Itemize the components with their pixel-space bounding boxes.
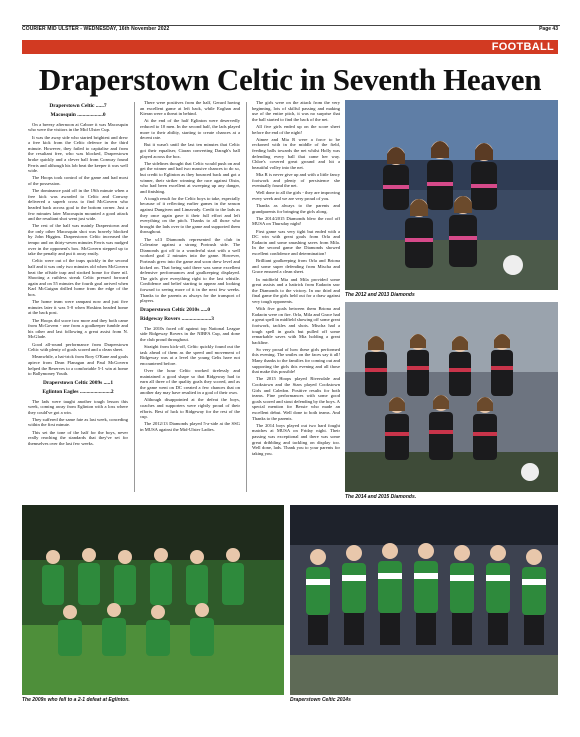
paragraph: There were positives from the half, Gerard having an excellent game at left back, while Eoghan and Kieran were a threat in behind. (140, 100, 240, 117)
paragraph: Meanwhile, a hat-trick from Rory O'Kane and goals apiece from Dean Flanagan and Paul McGovern helped the Reserves to a comfortable 5-1 win at home to Ballymoney Youth. (28, 354, 128, 377)
publication-line: COURIER MID ULSTER - WEDNESDAY, 16th November 2022 (22, 26, 170, 32)
paragraph: Over the hour Celtic worked tirelessly and maintained a good shape so that Ridgeway had to earn all three of the quality goals they scored, and as the game went on DC created a few chances that on another day may have resulted in a goal of their own. (140, 367, 240, 396)
score-home: Draperstown Celtic 2010s .....0 (140, 306, 211, 313)
article-column-2 (140, 100, 240, 495)
paragraph: This set the tone of the half for the boys, never really reaching the standards that they've set for themselves over the last few weeks. (28, 429, 128, 446)
article-column-1 (28, 100, 128, 495)
page-number: Page 43 (539, 26, 558, 32)
score-home: Draperstown Celtic ......7 (49, 103, 107, 109)
paragraph: The 2014 boys played out two hard fought matches at MUSA on Friday night. Their passing was exceptional and there was some great dribbling and tackling on display too. Well done, lads. Thank you to your parents for taking you. (252, 422, 340, 456)
paragraph: The 2014/2015 Diamonds blew the roof off MUSA on Thursday night! (252, 215, 340, 227)
paragraph: In midfield Mia and Mila provided some great assists and a hattrick from Eadaoin saw the Diamonds to the victory. In our third and final game the girls held out for a draw against very tough opponents. (252, 276, 340, 304)
paragraph: Thanks as always to the parents and grandparents for bringing the girls along. (252, 203, 340, 214)
team-photo-2014-2015-diamonds (345, 302, 558, 492)
paragraph: The lads were taught another tough lesson this week, coming away from Eglinton with a loss where they could've got a win. (28, 398, 128, 415)
paragraph: On a breezy afternoon at Cabore it was Macosquin who were the visitors in the Mid Ulster Cup. (28, 121, 128, 133)
paragraph: Brilliant goalkeeping from Orla and Briona and some super defending from Mischa and Grace ensured a clean sheet. (252, 258, 340, 275)
score-away: Macosquin ...................0 (50, 112, 106, 119)
paragraph: Celtic were out of the traps quickly in the second half and it was only two minutes old when McGovern beat the offside trap and stroked home for three nil. Shooting a ruthless streak Celtic pressed forward again and on 55 minutes the fourth goal arrived when Karl McGuigan drilled home from the edge of the box. (28, 258, 128, 297)
paragraph: Well done to all the girls - they are improving every week and we are very proud of you. (252, 190, 340, 201)
paragraph: The Hoops did score two more and they both came from McGovern - one from a goalkeeper fumble and his other and last following a great assist from N. McGlade. (28, 317, 128, 340)
paragraph: The 2015 Hoops played Riversdale and Cookstown and the Stars played Cookstown Girls and Caledon. Positive results for both teams. Fine performances with some good goals scored and stout defending by the boys. A special mention for Bessie who made an excellent debut. Well done to both teams. And Thanks to the parents. (252, 376, 340, 421)
headline: Draperstown Celtic in Seventh Heaven (38, 62, 542, 97)
paragraph: The dominance paid off in the 19th minute when a free kick was awarded to Celtic and Conway delivered a superb cross to find McGovern who headed back across goal to the bottom corner. Just a few minutes later Macosquin mounted a good attack and the resultant shot went just wide. (28, 188, 128, 222)
paragraph: The Hoops took control of the game and had most of the possession. (28, 175, 128, 186)
team-photo-2012-2013-diamonds (345, 100, 558, 290)
paragraph: Good all-round performance from Draperstown Celtic with plenty of goals scored and a clean sheet. (28, 341, 128, 353)
photo-illustration (22, 505, 284, 695)
paragraph: Straight from kick-off, Celtic quickly found out the task ahead of them as the speed and movement of Ridgeway was at a level the young Gelts have not encountered before. (140, 343, 240, 366)
photo-caption: The 2014 and 2015 Diamonds. (345, 494, 417, 500)
team-photo-2009s (22, 505, 284, 695)
paragraph: The sidelines thought that Celtic would push on and get the winner and had two massive chances to do so, but credit to Eglinton as they bounced back and got a winner, their striker winning the race against Oisin, who had been excellent at sweeping up any danger, and finishing. (140, 160, 240, 194)
paragraph: A tough result for the Celtic boys to take, especially because of it reflecting earlier games in the season against Dungiven and Limavady. Credit to the lads as they once again gave it their full effort and left everything on the pitch. Thanks to all those who brought the lads over to the game and supported them throughout. (140, 195, 240, 235)
paragraph: But it wasn't until the last ten minutes that Celtic got their equaliser, Ciaran converting Daragh's ball played across the box. (140, 142, 240, 159)
paragraph: Although disappointed at the defeat the boys, coaches and supporters were rightly proud of their efforts. Best of luck to Ridgeway for the rest of the cup. (140, 397, 240, 420)
paragraph: All five girls ended up on the score sheet before the end of the night! (252, 123, 340, 135)
photo-illustration (290, 505, 558, 695)
paragraph: The home team were rampant now and just five minutes later it was 5-0 when Hoskins headed home at the back post. (28, 299, 128, 316)
paragraph: At the end of the half Eglinton were deservedly reduced to 10 men. In the second half, the lads played more to their ability, starting to create chances at a decent rate. (140, 118, 240, 141)
column-divider (134, 102, 135, 492)
photo-illustration (345, 302, 558, 492)
score-away: Eglinton Eagles .......................2 (42, 389, 114, 396)
photo-caption: The 2012 and 2013 Diamonds (345, 292, 415, 298)
paragraph: So very proud of how these girls performed this evening. The smiles on the faces say it all! Many thanks to the families for coming out and supporting the girls this evening and all those that make this possible! (252, 346, 340, 375)
article-column-3 (252, 100, 340, 495)
photo-caption: The 2009s who fell to a 2-1 defeat at Eglinton. (22, 697, 130, 703)
photo-illustration (345, 100, 558, 290)
paragraph: The 2012/13 Diamonds played 5-a-side at the SSG in MUSA against the Mid-Ulster Ladies. (140, 421, 240, 433)
score-home: Draperstown Celtic 2009s .....1 (42, 379, 114, 386)
paragraph: The rest of the half was mainly Draperstown and the only other Macosquin shot was bravely blocked by John Higgins. Draperstown Celtic increased the tempo and on thirty-seven minutes Ferris was nudged over in the opponent's box. McGovern stepped up to take the penalty and put it away easily. (28, 223, 128, 257)
paragraph: Aimee and Mia R were a force to be reckoned with in the middle of the field, feeding balls towards the net whilst Holly was defending every ball that came her way. Chloe's covered great ground and hit a beautiful volley into the net. (252, 136, 340, 170)
paragraph: Mia R is never give up and with a little fancy footwork and plenty of persistence she eventually found the net. (252, 171, 340, 189)
paragraph: It was the away side who started brightest and drew a free kick from the Celtic defence in the third minute. However, they failed to capitalise and from the resultant free, who was blocked, Draperstown broke quickly and a clever ball from Conway found Ferris and although his lob beat the keeper it was well wide. (28, 134, 128, 174)
team-photo-2014s (290, 505, 558, 695)
section-label: FOOTBALL (491, 41, 554, 53)
score-away: Ridgeway Rovers ......................3 (140, 316, 214, 323)
paragraph: They suffered the same fate as last week, conceding within the first minute. (28, 416, 128, 428)
paragraph: The u13 Diamonds represented the club in Coleraine against a strong Portrush side. The Diamonds got off to a wonderful start with a well worked goal 2 minutes into the game. However, Portrush grew into the game and soon drew level and kicked on. That being said there was some excellent defensive performances and goalkeeping displayed. The girls give everything right to the last whistle. Confidence and belief starting to appear and looking forward to seeing more of it in the next few weeks. Thanks to the parents as always for the transport of players. (140, 236, 240, 304)
column-divider (246, 102, 247, 492)
section-bar (22, 40, 558, 54)
paragraph: With five goals between them Briona and Eadaoin were on fire. Orla, Mila and Grace had a great spell in midfield showing off some great footwork, tackles and shots. Mischa had a tough spell in goals but pulled off some remarkable saves with Mia holding a great backline. (252, 306, 340, 345)
paragraph: The 2010s faced off against top National League side Ridgeway Rovers in the NIBFA Cup, and done the club proud throughout. (140, 325, 240, 342)
photo-caption: Draperstown Celtic 2014s (290, 697, 351, 703)
paragraph: First game was very tight but ended with a DC win with great goals from Orla and Eadaoin and some smashing saves from Mila. In the second game the Diamonds showed excellent confidence and determination! (252, 228, 340, 256)
paragraph: The girls were on the attack from the very beginning, lots of skilful passing and making use of the entire pitch, it was no surprise that the ball started to find the back of the net. (252, 100, 340, 122)
